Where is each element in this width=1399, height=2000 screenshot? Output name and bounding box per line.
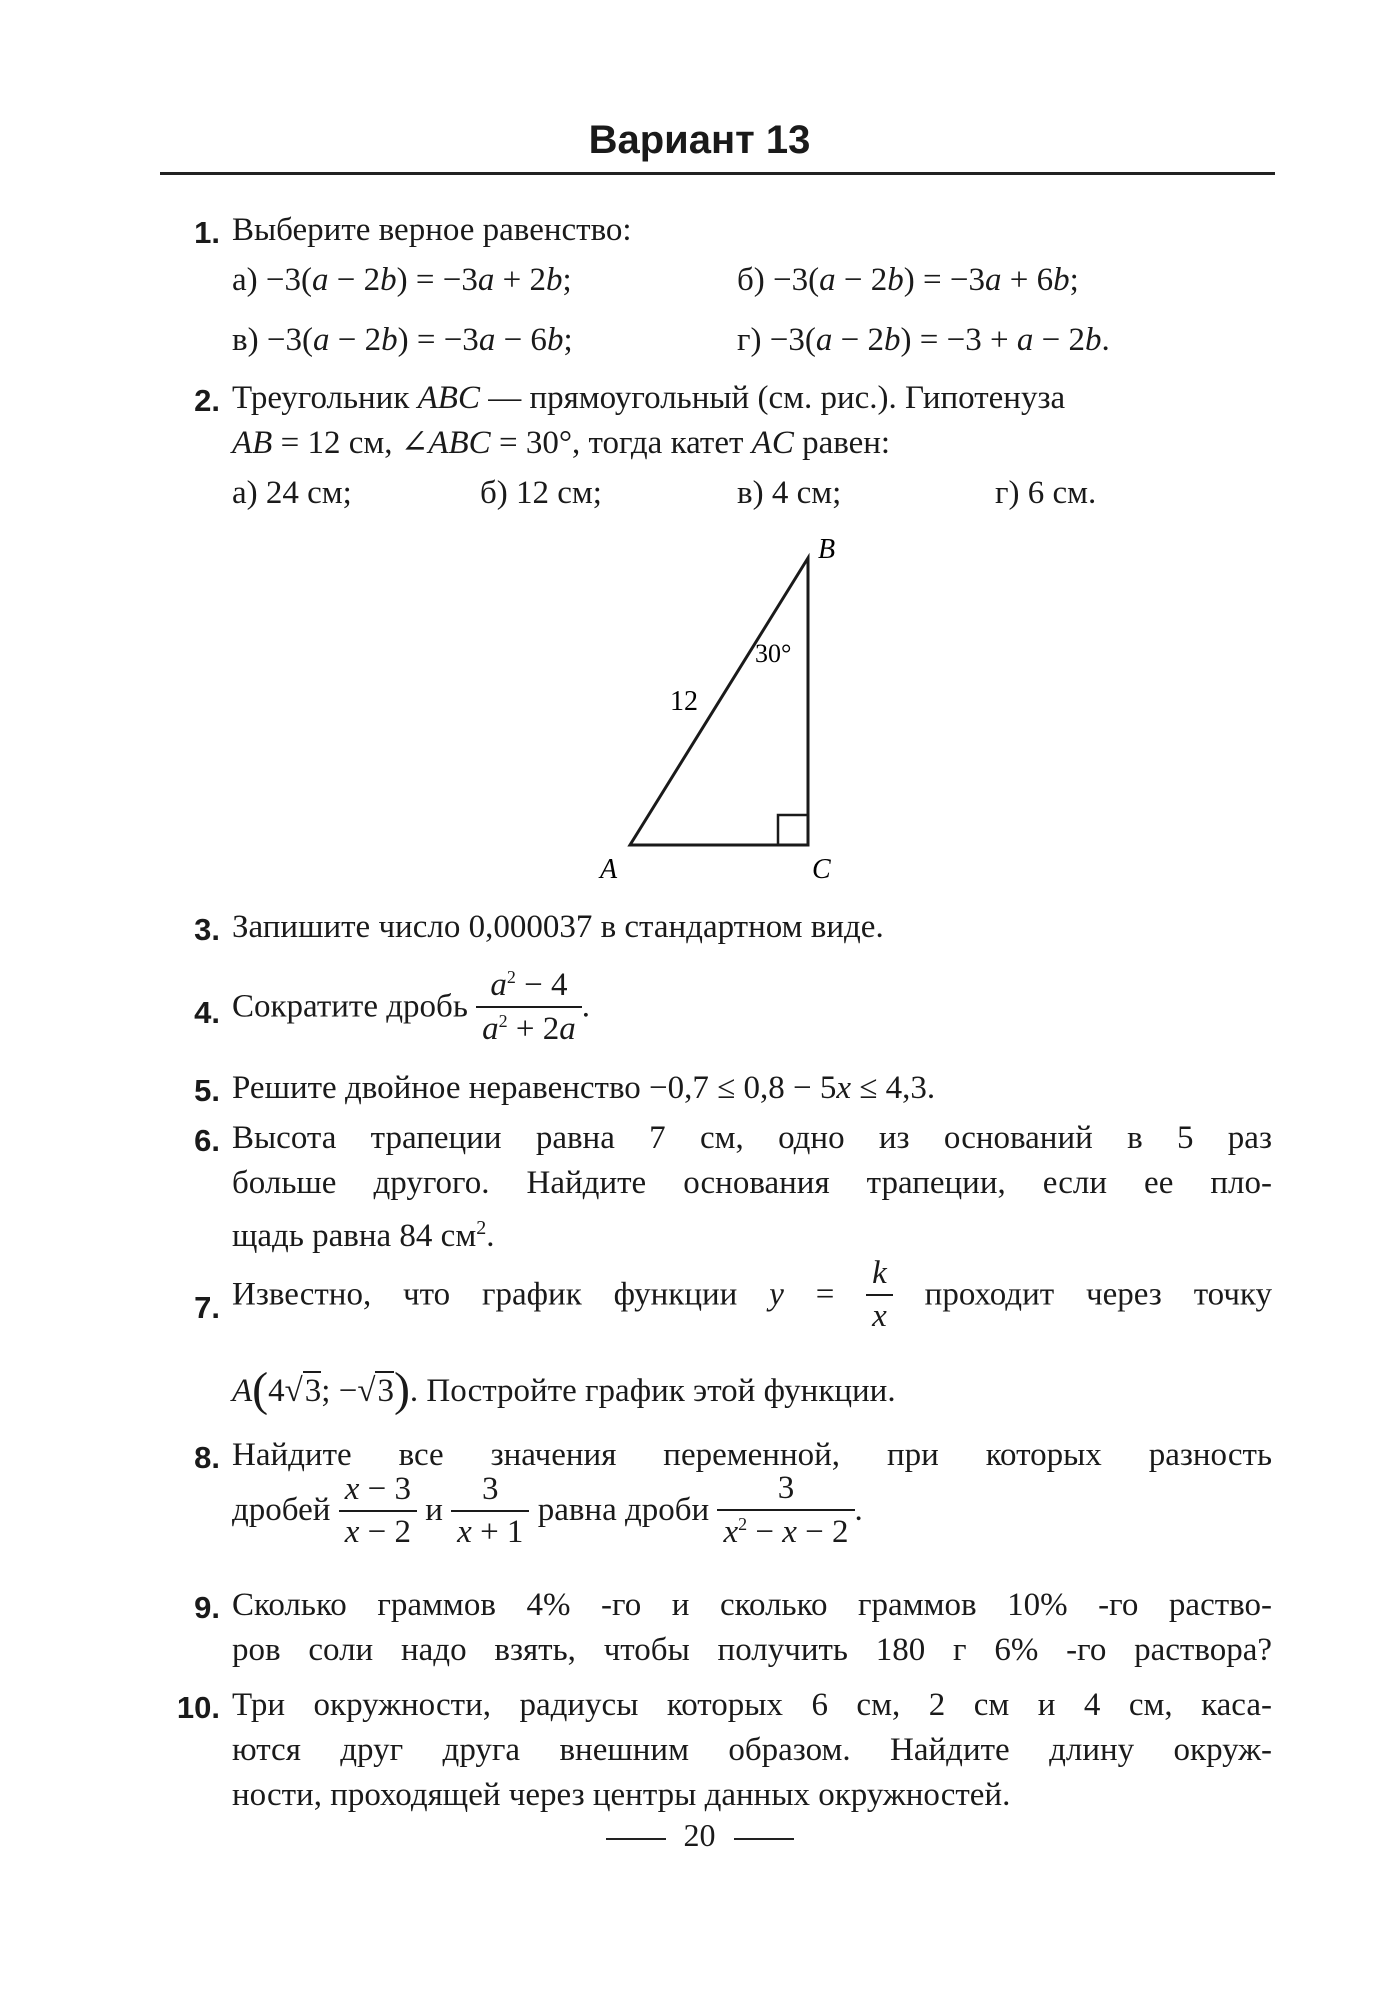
- title-rule: [160, 172, 1275, 175]
- task-1-number: 1.: [194, 215, 220, 250]
- angle-label: 30°: [755, 639, 792, 668]
- task-2-option-b: б) 12 см;: [480, 475, 602, 511]
- vertex-b-label: B: [818, 534, 836, 565]
- task-6-line-1: Высота трапеции равна 7 см, одно из оснований в 5 раз: [232, 1120, 1272, 1156]
- task-3-number: 3.: [194, 912, 220, 947]
- task-8-fraction-1: $\frac{x - 3}{x - 2}$: [339, 1473, 417, 1549]
- task-7-line-1: Известно, что график функции y = $\frac{k}{x}$ проходит через точку: [232, 1255, 1272, 1334]
- task-1-option-c: в) −3(a − 2b) = −3a − 6b;: [232, 322, 573, 358]
- task-4-fraction: $\frac{a^2 - 4}{a^2 + 2a}$: [476, 968, 582, 1046]
- task-2-option-a: а) 24 см;: [232, 475, 352, 511]
- task-6-number: 6.: [194, 1123, 220, 1158]
- hypotenuse-length-label: 12: [670, 686, 698, 717]
- task-2-option-d: г) 6 см.: [995, 475, 1097, 511]
- task-9-line-1: Сколько граммов 4% -го и сколько граммов 10% -го раство-: [232, 1587, 1272, 1623]
- page-footer: [0, 1817, 1399, 1854]
- task-9-line-2: ров соли надо взять, чтобы получить 180 г 6% -го раствора?: [232, 1632, 1272, 1668]
- task-2-line-1: Треугольник ABC — прямоугольный (см. рис.). Гипотенуза: [232, 380, 1066, 416]
- task-8-line-2: дробей $\frac{x - 3}{x - 2}$ и $\frac{3}{x + 1}$ равна дроби $\frac{3}{x^2 - x - 2}$ .: [232, 1470, 863, 1550]
- right-angle-mark: [778, 815, 808, 845]
- task-1-option-a: а) −3(a − 2b) = −3a + 2b;: [232, 262, 572, 298]
- task-2-number: 2.: [194, 383, 220, 418]
- task-6-line-2: больше другого. Найдите основания трапеции, если ее пло-: [232, 1165, 1272, 1201]
- task-3-text: Запишите число 0,000037 в стандартном виде.: [232, 909, 884, 945]
- task-8-fraction-2: $\frac{3}{x + 1}$: [451, 1473, 529, 1549]
- task-4-text: Сократите дробь $\frac{a^2 - 4}{a^2 + 2a}$ .: [232, 967, 590, 1047]
- task-4-number: 4.: [194, 995, 220, 1030]
- task-1-option-d: г) −3(a − 2b) = −3 + a − 2b.: [737, 322, 1110, 358]
- vertex-a-label: A: [600, 854, 618, 885]
- task-6-line-3: щадь равна 84 $см^2$.: [232, 1217, 495, 1254]
- task-10-line-3: ности, проходящей через центры данных окружностей.: [232, 1777, 1011, 1813]
- task-10-line-2: ются друг друга внешним образом. Найдите длину окруж-: [232, 1732, 1272, 1768]
- task-8-fraction-3: $\frac{3}{x^2 - x - 2}$: [717, 1472, 854, 1549]
- task-1-question: Выберите верное равенство:: [232, 212, 632, 248]
- task-1-option-b: б) −3(a − 2b) = −3a + 6b;: [737, 262, 1079, 298]
- triangle-outline: [630, 558, 808, 845]
- page-title: Вариант 13: [588, 118, 811, 162]
- task-7-number: 7.: [194, 1290, 220, 1325]
- task-2-option-c: в) 4 см;: [737, 475, 842, 511]
- task-8-line-1: Найдите все значения переменной, при которых разность: [232, 1437, 1272, 1473]
- task-7-line-2: A(4√3; −√3). Постройте график этой функции.: [232, 1363, 896, 1416]
- page-number: 20: [683, 1817, 716, 1853]
- task-10-number: 10.: [176, 1690, 220, 1725]
- task-2-line-2: AB = 12 см, ∠ABC = 30°, тогда катет AC равен:: [232, 425, 891, 461]
- task-9-number: 9.: [194, 1590, 220, 1625]
- task-5-number: 5.: [194, 1073, 220, 1108]
- right-triangle-figure: [590, 530, 870, 890]
- task-7-fraction: $\frac{k}{x}$: [866, 1257, 893, 1333]
- task-8-number: 8.: [194, 1440, 220, 1475]
- footer-left-dash: [606, 1838, 666, 1840]
- vertex-c-label: C: [812, 854, 831, 885]
- task-5-text: Решите двойное неравенство −0,7 ≤ 0,8 − 5x ≤ 4,3.: [232, 1070, 936, 1106]
- task-10-line-1: Три окружности, радиусы которых 6 см, 2 см и 4 см, каса-: [232, 1687, 1272, 1723]
- footer-right-dash: [734, 1838, 794, 1840]
